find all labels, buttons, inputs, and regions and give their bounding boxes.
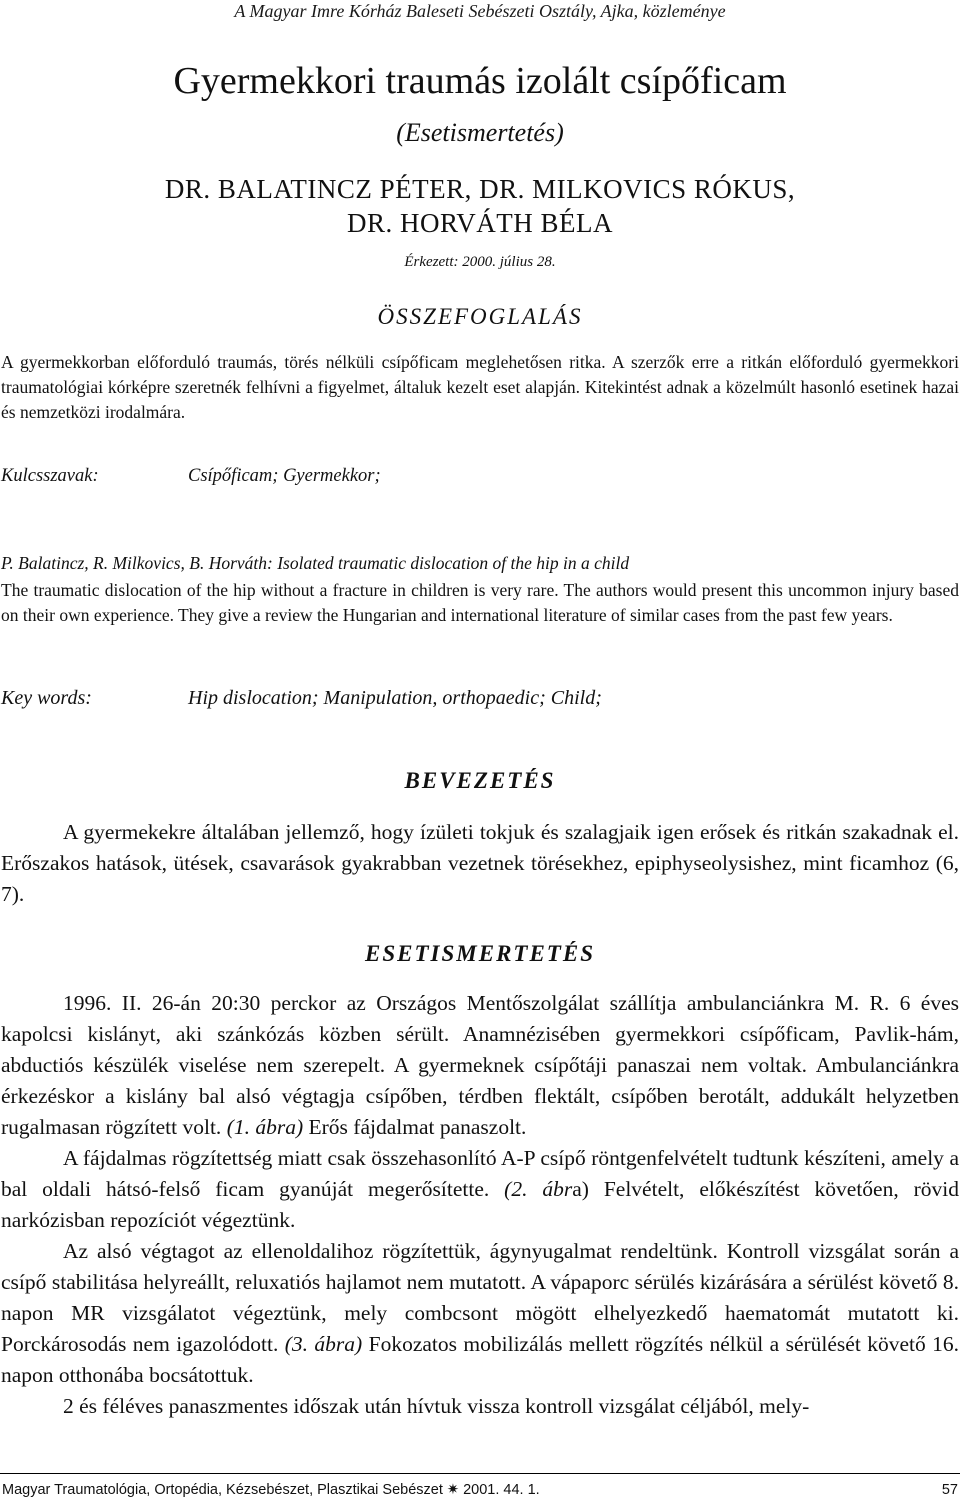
- article-subtitle: (Esetismertetés): [396, 118, 564, 147]
- case-p2-text-b: a) Felvételt, előkészítést követően, rövid narkózisban repozíciót végeztünk.: [1, 1177, 960, 1232]
- footer-journal: Magyar Traumatológia, Ortopédia, Kézsebészet, Plasztikai Sebészet ✷ 2001. 44. 1.: [2, 1482, 540, 1498]
- authors-line-2: DR. HORVÁTH BÉLA: [346, 208, 614, 238]
- case-paragraph-3: [1, 1236, 959, 1391]
- case-report: [1, 988, 959, 1422]
- received-date: Érkezett: 2000. július 28.: [404, 254, 556, 270]
- keywords-en-value: Hip dislocation; Manipulation, orthopaedic; Child;: [188, 687, 602, 709]
- keywords-en-label: Key words:: [1, 687, 92, 709]
- authors: [0, 172, 960, 240]
- page-number: 57: [941, 1482, 958, 1498]
- case-paragraph-2: [1, 1143, 959, 1236]
- keywords-hu-value: Csípőficam; Gyermekkor;: [188, 466, 381, 486]
- english-citation: P. Balatincz, R. Milkovics, B. Horváth: Isolated traumatic dislocation of the hip in a child: [1, 553, 630, 573]
- case-p3-text-a: Az alsó végtagot az ellenoldalihoz rögzítettük, ágynyugalmat rendeltünk. Kontroll vizsgálat során a csípő stabilitása helyreállt, reluxatiós hajlamot nem mutatott. A vápaporc sérülés kizárására a sérülést követő 8. napon MR vizsgálatot végeztünk, mely combcsont mögött elhelyezkedő haematomát mutatott ki. Porckárosodás nem igazolódott.: [1, 1239, 959, 1356]
- case-p1-text-a: 1996. II. 26-án 20:30 perckor az Országos Mentőszolgálat szállítja ambulanciánkra M. R. 6 éves kapolcsi kislányt, aki szánkózás közben sérült. Anamnézisében gyermekkori csípőficam, Pavlik-hám, abductiós készülék viselése nem szerepelt. A gyermeknek csípőtáji panaszai nem voltak. Ambulanciánkra érkezéskor a kislány bal alsó végtagja csípőben, térdben flektált, csípőben berotált, addukált helyzetben rugalmasan rögzített volt.: [1, 991, 959, 1139]
- case-p3-text-b: Fokozatos mobilizálás mellett rögzítés nélkül a sérülését követő 16. napon otthonába bocsátottuk.: [1, 1332, 959, 1387]
- case-paragraph-1: [1, 988, 959, 1143]
- summary-text: A gyermekkorban előforduló traumás, törés nélküli csípőficam meglehetősen ritka. A szerzők erre a ritkán előforduló gyermekkori traumatológiai kórképre szeretnék felhívni a figyelmet, általuk kezelt eset alapján. Kitekintést adnak a közelmúlt hasonló esetinek hazai és nemzetközi irodalmára.: [1, 352, 959, 422]
- summary-heading: ÖSSZEFOGLALÁS: [377, 304, 583, 329]
- case-heading: ESETISMERTETÉS: [365, 941, 595, 966]
- case-p4-text: 2 és féléves panaszmentes időszak után hívtuk vissza kontroll vizsgálat céljából, mely-: [63, 1394, 810, 1418]
- footer-divider: [0, 1473, 960, 1474]
- intro-paragraph: [1, 817, 959, 910]
- article-title: Gyermekkori traumás izolált csípőficam: [173, 60, 787, 102]
- figure-ref-3: (3. ábra): [284, 1332, 363, 1356]
- case-p2-text-a: A fájdalmas rögzítettség miatt csak összehasonlító A-P csípő röntgenfelvételt tudtunk készíteni, amely a bal oldali hátsó-felső ficam gyanúját megerősítette.: [1, 1146, 959, 1201]
- page-footer: [0, 1480, 960, 1502]
- intro-text: A gyermekekre általában jellemző, hogy ízületi tokjuk és szalagjaik igen erősek és ritkán szakadnak el. Erőszakos hatások, ütések, csavarások gyakrabban vezetnek törésekhez, epiphyseolysishez, mint ficamhoz (6, 7).: [1, 820, 959, 906]
- case-paragraph-4: [1, 1391, 959, 1422]
- intro-heading: BEVEZETÉS: [404, 768, 556, 793]
- authors-line-1: DR. BALATINCZ PÉTER, DR. MILKOVICS RÓKUS,: [164, 174, 796, 204]
- keywords-hu-label: Kulcsszavak:: [1, 466, 99, 486]
- case-p1-text-b: Erős fájdalmat panaszolt.: [303, 1115, 527, 1139]
- figure-ref-2: (2. ábr: [504, 1177, 573, 1201]
- running-head: A Magyar Imre Kórház Baleseti Sebészeti Osztály, Ajka, közleménye: [234, 1, 726, 21]
- english-abstract: The traumatic dislocation of the hip without a fracture in children is very rare. The authors would present this uncommon injury based on their own experience. They give a review the Hungarian and international literature of similar cases from the past few years.: [1, 580, 959, 625]
- figure-ref-1: (1. ábra): [226, 1115, 304, 1139]
